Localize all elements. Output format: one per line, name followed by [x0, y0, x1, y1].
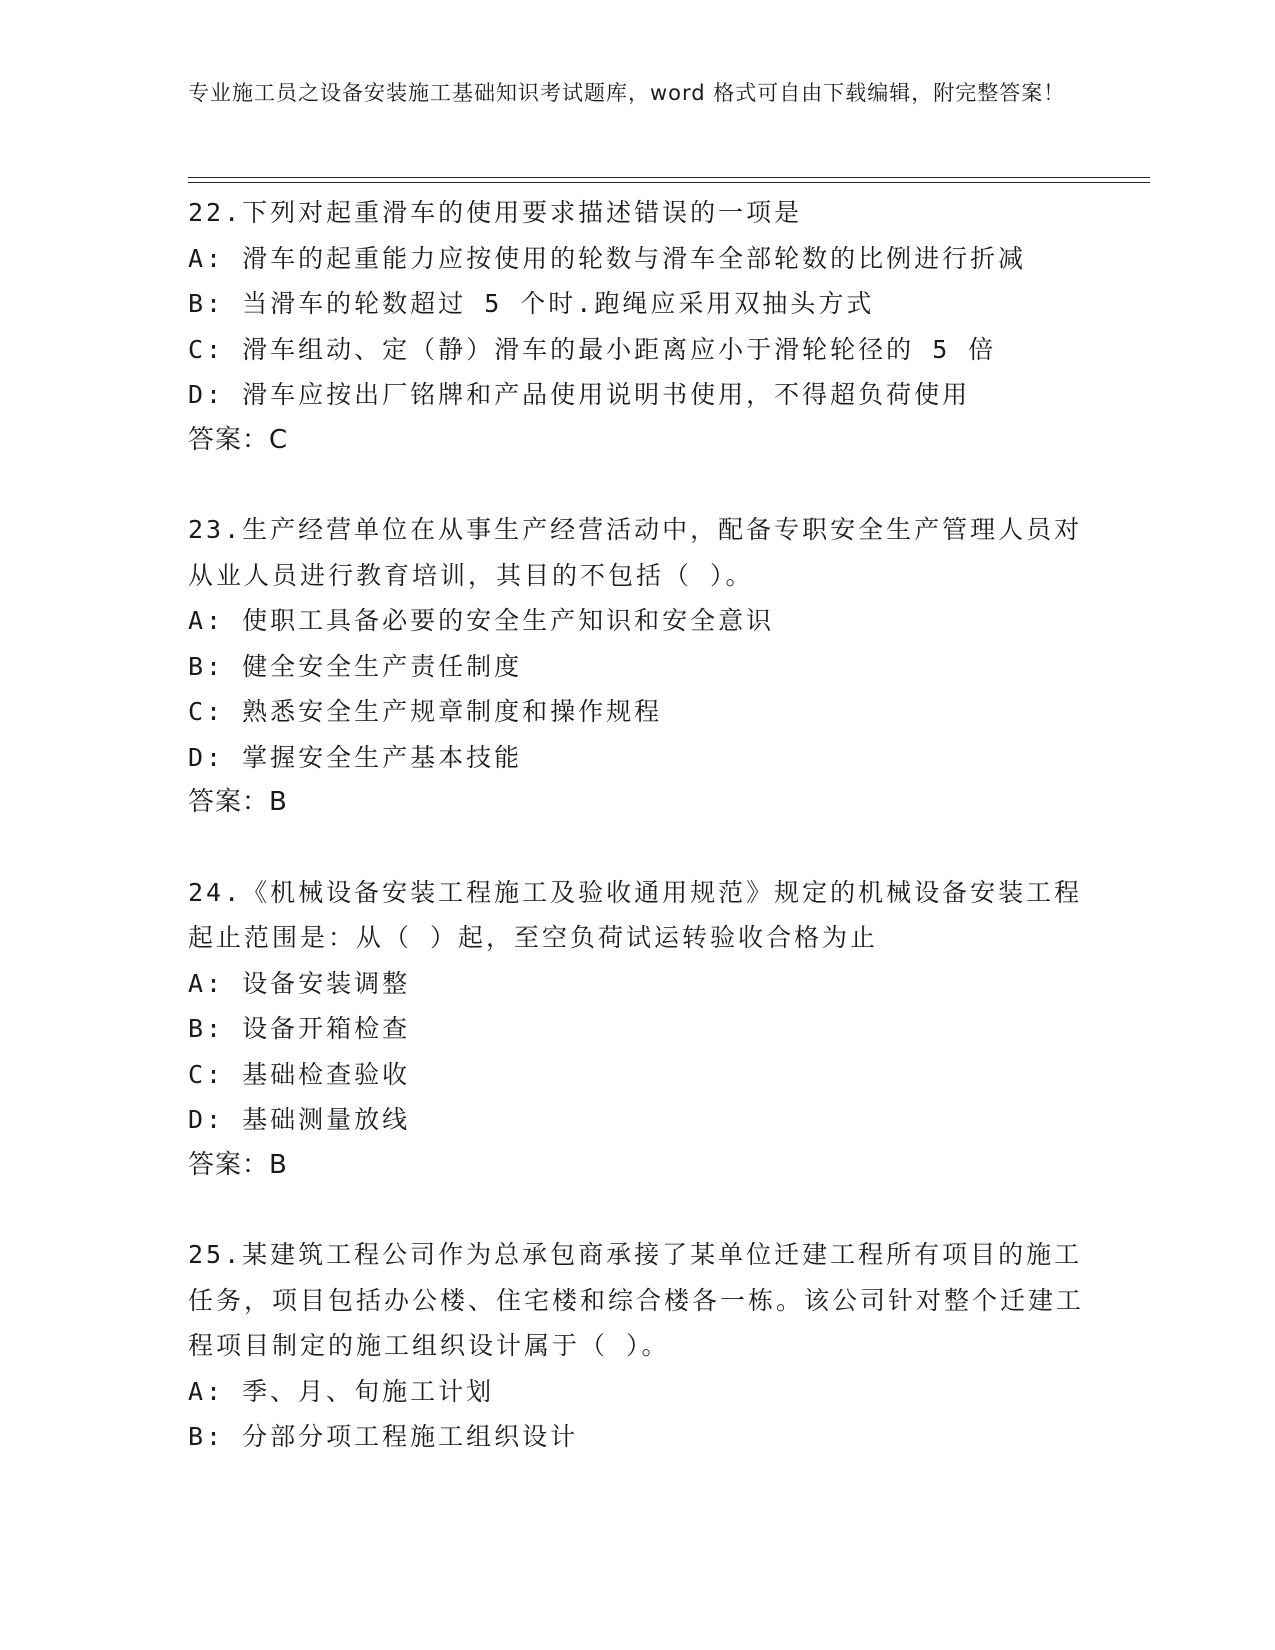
option-b: B: 健全安全生产责任制度	[188, 651, 523, 681]
answer: 答案：C	[188, 424, 289, 455]
option-d: D: 掌握安全生产基本技能	[188, 742, 523, 772]
option-a: A: 滑车的起重能力应按使用的轮数与滑车全部轮数的比例进行折减	[188, 243, 1027, 273]
option-b: B: 当滑车的轮数超过 5 个时.跑绳应采用双抽头方式	[188, 289, 875, 318]
question-list	[188, 190, 1088, 1504]
option-b: B: 分部分项工程施工组织设计	[188, 1422, 579, 1451]
option-d: D: 滑车应按出厂铭牌和产品使用说明书使用，不得超负荷使用	[188, 380, 971, 409]
question-stem: 25.某建筑工程公司作为总承包商承接了某单位迁建工程所有项目的施工任务，项目包括办公楼、住宅楼和综合楼各一栋。该公司针对整个迁建工程项目制定的施工组织设计属于（ ）。	[188, 1240, 1085, 1360]
question-23	[188, 507, 1088, 826]
question-25	[188, 1232, 1088, 1460]
answer: 答案：B	[188, 787, 288, 817]
question-stem: 24.《机械设备安装工程施工及验收通用规范》规定的机械设备安装工程起止范围是：从（ ）起，至空负荷试运转验收合格为止	[188, 877, 1083, 952]
question-stem: 22.下列对起重滑车的使用要求描述错误的一项是	[188, 198, 803, 227]
question-22	[188, 190, 1088, 463]
option-c: C: 熟悉安全生产规章制度和操作规程	[188, 697, 663, 726]
header-divider-top	[188, 177, 1150, 178]
header-divider-bottom	[188, 182, 1150, 183]
option-b: B: 设备开箱检查	[188, 1014, 411, 1043]
option-c: C: 基础检查验收	[188, 1059, 411, 1089]
option-d: D: 基础测量放线	[188, 1105, 411, 1134]
question-24	[188, 870, 1088, 1189]
question-stem: 23.生产经营单位在从事生产经营活动中，配备专职安全生产管理人员对从业人员进行教育培训，其目的不包括（ ）。	[188, 515, 1083, 590]
option-a: A: 设备安装调整	[188, 968, 411, 998]
option-a: A: 使职工具备必要的安全生产知识和安全意识	[188, 606, 775, 635]
option-c: C: 滑车组动、定（静）滑车的最小距离应小于滑轮轮径的 5 倍	[188, 334, 997, 364]
option-a: A: 季、月、旬施工计划	[188, 1376, 495, 1406]
document-header: 专业施工员之设备安装施工基础知识考试题库，word 格式可自由下载编辑，附完整答案！	[188, 81, 1066, 105]
answer: 答案：B	[188, 1149, 288, 1180]
